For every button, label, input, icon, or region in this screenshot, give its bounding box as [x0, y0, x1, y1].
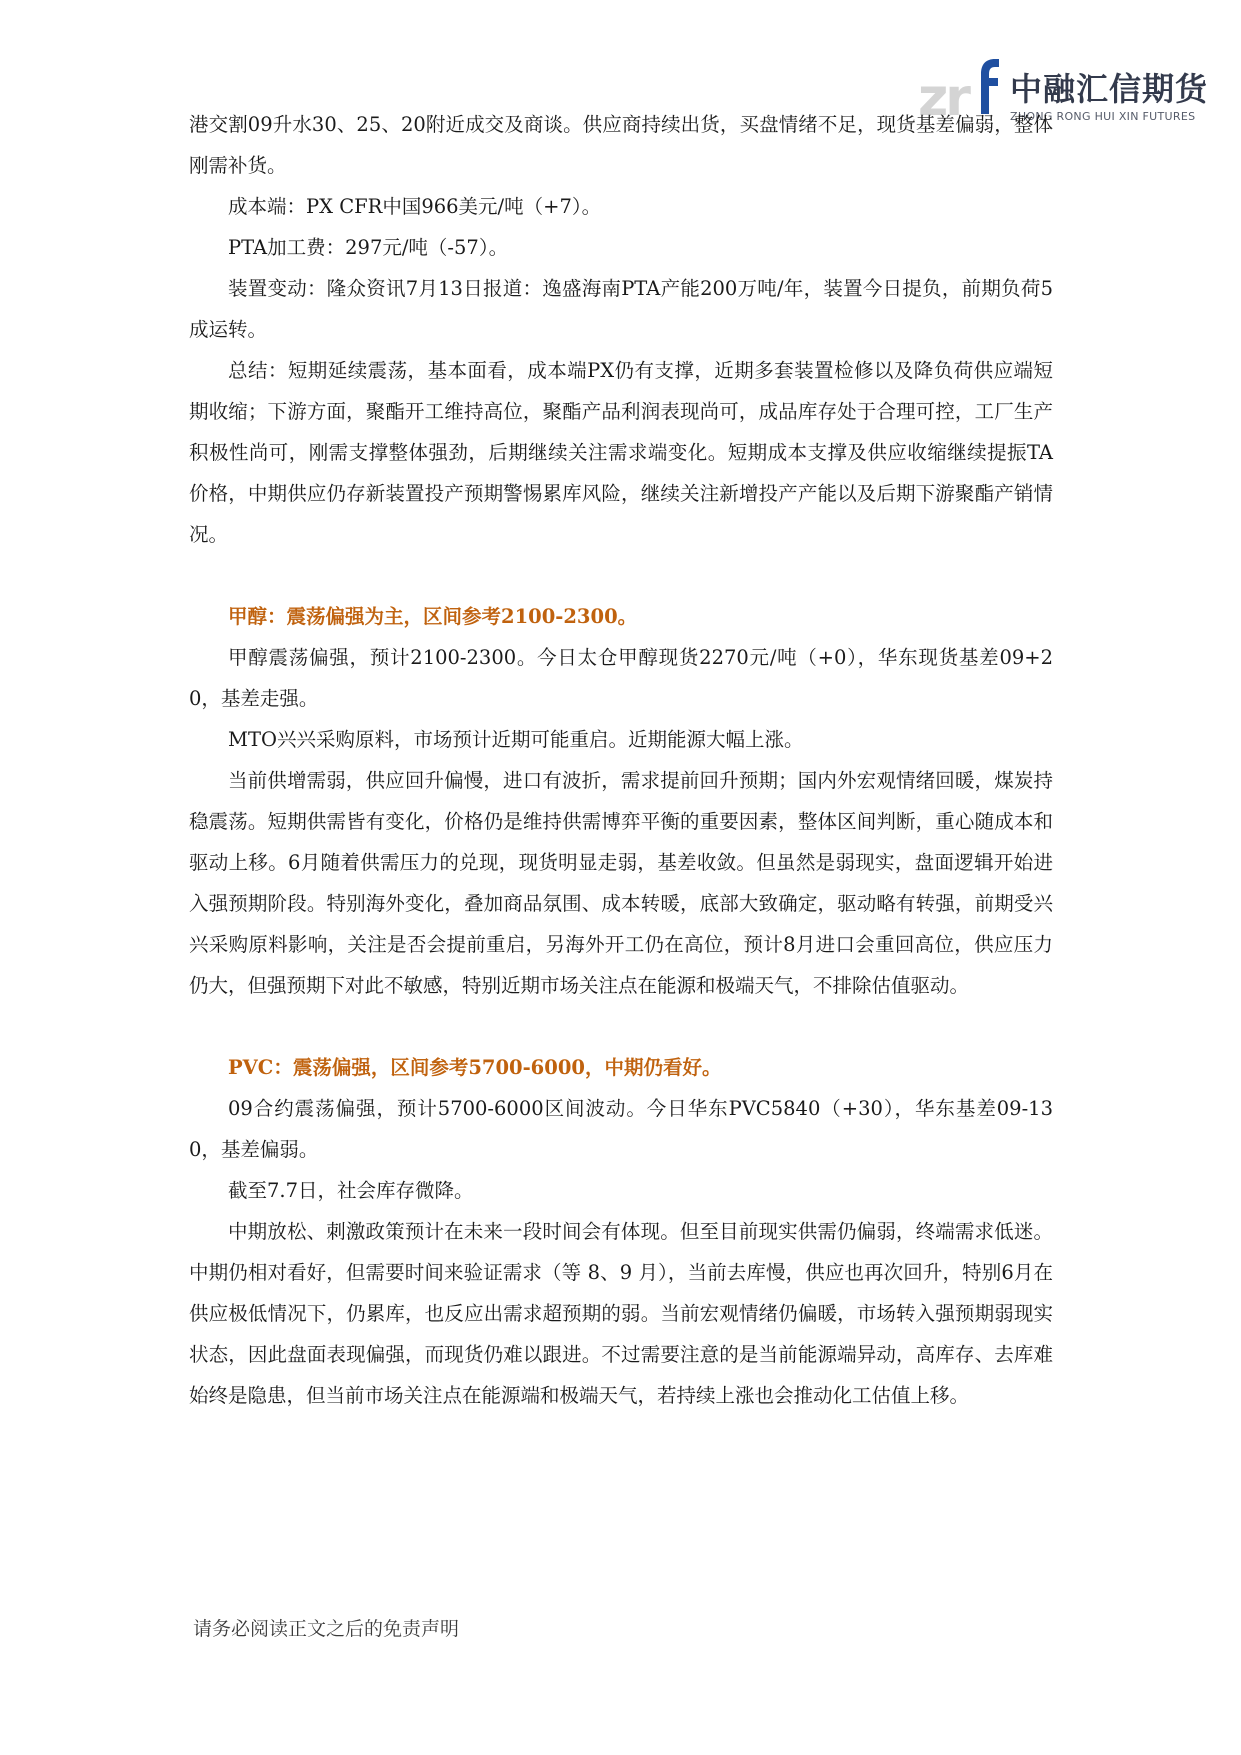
pta-spot-paragraph: 港交割09升水30、25、20附近成交及商谈。供应商持续出货，买盘情绪不足，现货基差偏弱，整体刚需补货。 [189, 113, 1053, 177]
section-gap [189, 555, 1053, 596]
report-body [189, 104, 1053, 1416]
pta-cost-paragraph: 成本端：PX CFR中国966美元/吨（+7）。 [228, 195, 602, 218]
pvc-paragraph-1: 09合约震荡偏强，预计5700-6000区间波动。今日华东PVC5840（+30），华东基差09-130，基差偏弱。 [189, 1097, 1053, 1161]
logo-letters: zr [918, 68, 968, 128]
pta-plant-change-paragraph: 装置变动：隆众资讯7月13日报道：逸盛海南PTA产能200万吨/年，装置今日提负，前期负荷5成运转。 [189, 277, 1053, 341]
pta-summary-paragraph: 总结：短期延续震荡，基本面看，成本端PX仍有支撑，近期多套装置检修以及降负荷供应端短期收缩；下游方面，聚酯开工维持高位，聚酯产品利润表现尚可，成品库存处于合理可控，工厂生产积极性尚可，刚需支撑整体强劲，后期继续关注需求端变化。短期成本支撑及供应收缩继续提振TA价格，中期供应仍存新装置投产预期警惕累库风险，继续关注新增投产产能以及后期下游聚酯产销情况。 [189, 359, 1053, 546]
pta-processing-fee-paragraph: PTA加工费：297元/吨（-57）。 [228, 236, 509, 259]
disclaimer-footer: 请务必阅读正文之后的免责声明 [193, 1618, 460, 1640]
methanol-heading: 甲醇：震荡偏强为主，区间参考2100-2300。 [228, 605, 638, 628]
company-name-cn: 中融汇信期货 [1010, 70, 1209, 108]
pvc-heading: PVC：震荡偏强，区间参考5700-6000，中期仍看好。 [228, 1056, 722, 1079]
methanol-paragraph-2: MTO兴兴采购原料，市场预计近期可能重启。近期能源大幅上涨。 [228, 728, 804, 751]
section-gap [189, 1006, 1053, 1047]
pvc-paragraph-3: 中期放松、刺激政策预计在未来一段时间会有体现。但至目前现实供需仍偏弱，终端需求低迷。中期仍相对看好，但需要时间来验证需求（等 8、9 月），当前去库慢，供应也再次回升，特别6月在供应极低情况下，仍累库，也反应出需求超预期的弱。当前宏观情绪仍偏暖，市场转入强预期弱现实状态，因此盘面表现偏强，而现货仍难以跟进。不过需要注意的是当前能源端异动，高库存、去库难始终是隐患，但当前市场关注点在能源端和极端天气，若持续上涨也会推动化工估值上移。 [189, 1220, 1053, 1407]
methanol-paragraph-1: 甲醇震荡偏强，预计2100-2300。今日太仓甲醇现货2270元/吨（+0），华东现货基差09+20，基差走强。 [189, 646, 1053, 710]
methanol-paragraph-3: 当前供增需弱，供应回升偏慢，进口有波折，需求提前回升预期；国内外宏观情绪回暖，煤炭持稳震荡。短期供需皆有变化，价格仍是维持供需博弈平衡的重要因素，整体区间判断，重心随成本和驱动上移。6月随着供需压力的兑现，现货明显走弱，基差收敛。但虽然是弱现实，盘面逻辑开始进入强预期阶段。特别海外变化，叠加商品氛围、成本转暖，底部大致确定，驱动略有转强，前期受兴兴采购原料影响，关注是否会提前重启，另海外开工仍在高位，预计8月进口会重回高位，供应压力仍大，但强预期下对此不敏感，特别近期市场关注点在能源和极端天气，不排除估值驱动。 [189, 769, 1053, 997]
pvc-paragraph-2: 截至7.7日，社会库存微降。 [228, 1179, 474, 1202]
company-name-en: ZHONG RONG HUI XIN FUTURES [1010, 110, 1196, 123]
